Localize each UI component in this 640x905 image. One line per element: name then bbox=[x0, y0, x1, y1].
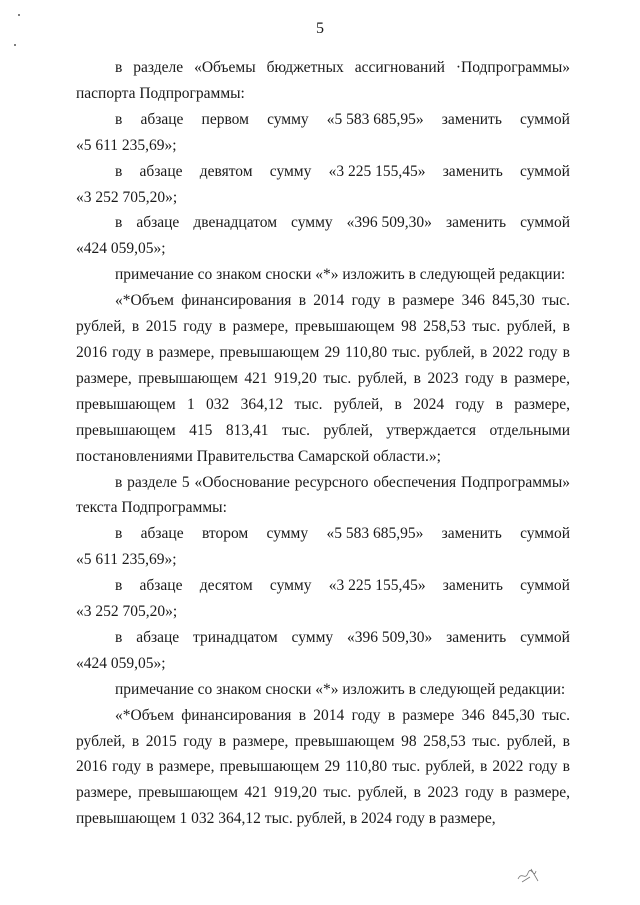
paragraph-section-5: в разделе 5 «Обоснование ресурсного обеспечения Подпрограммы» текста Подпрограммы: bbox=[76, 473, 570, 517]
paragraph-footnote-text: «*Объем финансирования в 2014 году в размере 346 845,30 тыс. рублей, в 2015 году в размере, превышающем 98 258,53 тыс. рублей, в 2016 году в размере, превышающем 29 110,80 тыс. рублей, в 2022 году в размере, превышающем 421 919,20 тыс. рублей, в 2023 году в размере, превышающем 1 032 364,12 тыс. рублей, в 2024 году в размере, bbox=[76, 706, 570, 828]
initials-mark bbox=[516, 865, 542, 885]
amendment-line: в абзаце тринадцатом сумму «396 509,30» заменить суммой bbox=[115, 628, 570, 646]
paragraph-footnote-text: «*Объем финансирования в 2014 году в размере 346 845,30 тыс. рублей, в 2015 году в размере, превышающем 98 258,53 тыс. рублей, в 2016 году в размере, превышающем 29 110,80 тыс. рублей, в 2022 году в размере, превышающем 421 919,20 тыс. рублей, в 2023 году в размере, превышающем 1 032 364,12 тыс. рублей, в 2024 году в размере, превышающем 415 813,41 тыс. рублей, утверждается отдельными постановлениями Правительства Самарской области.»; bbox=[76, 292, 570, 465]
document-body bbox=[76, 55, 570, 832]
paragraph-footnote-instruction: примечание со знаком сноски «*» изложить в следующей редакции: bbox=[115, 266, 566, 284]
amendment-thirteenth-paragraph bbox=[76, 625, 570, 677]
amendment-new-value: «424 059,05»; bbox=[76, 240, 166, 258]
amendment-line: в абзаце девятом сумму «3 225 155,45» заменить суммой bbox=[115, 162, 570, 180]
scan-speck bbox=[14, 44, 16, 46]
amendment-second-paragraph bbox=[76, 521, 570, 573]
amendment-new-value: «424 059,05»; bbox=[76, 654, 166, 672]
page-number: 5 bbox=[316, 20, 324, 37]
paragraph-footnote-instruction: примечание со знаком сноски «*» изложить в следующей редакции: bbox=[115, 680, 566, 698]
amendment-line: в абзаце десятом сумму «3 225 155,45» заменить суммой bbox=[115, 577, 570, 595]
amendment-ninth-paragraph bbox=[76, 159, 570, 211]
amendment-new-value: «5 611 235,69»; bbox=[76, 551, 177, 569]
amendment-line: в абзаце двенадцатом сумму «396 509,30» заменить суммой bbox=[115, 214, 570, 232]
paragraph-section-passport: в разделе «Объемы бюджетных ассигнований ·Подпрограммы» паспорта Подпрограммы: bbox=[76, 59, 570, 102]
amendment-tenth-paragraph bbox=[76, 573, 570, 625]
amendment-new-value: «5 611 235,69»; bbox=[76, 136, 177, 154]
amendment-new-value: «3 252 705,20»; bbox=[76, 603, 178, 621]
amendment-twelfth-paragraph bbox=[76, 210, 570, 262]
amendment-first-paragraph bbox=[76, 107, 570, 159]
amendment-line: в абзаце первом сумму «5 583 685,95» заменить суммой bbox=[115, 110, 570, 128]
amendment-line: в абзаце втором сумму «5 583 685,95» заменить суммой bbox=[115, 525, 570, 543]
amendment-new-value: «3 252 705,20»; bbox=[76, 188, 178, 206]
scan-speck bbox=[18, 14, 20, 16]
